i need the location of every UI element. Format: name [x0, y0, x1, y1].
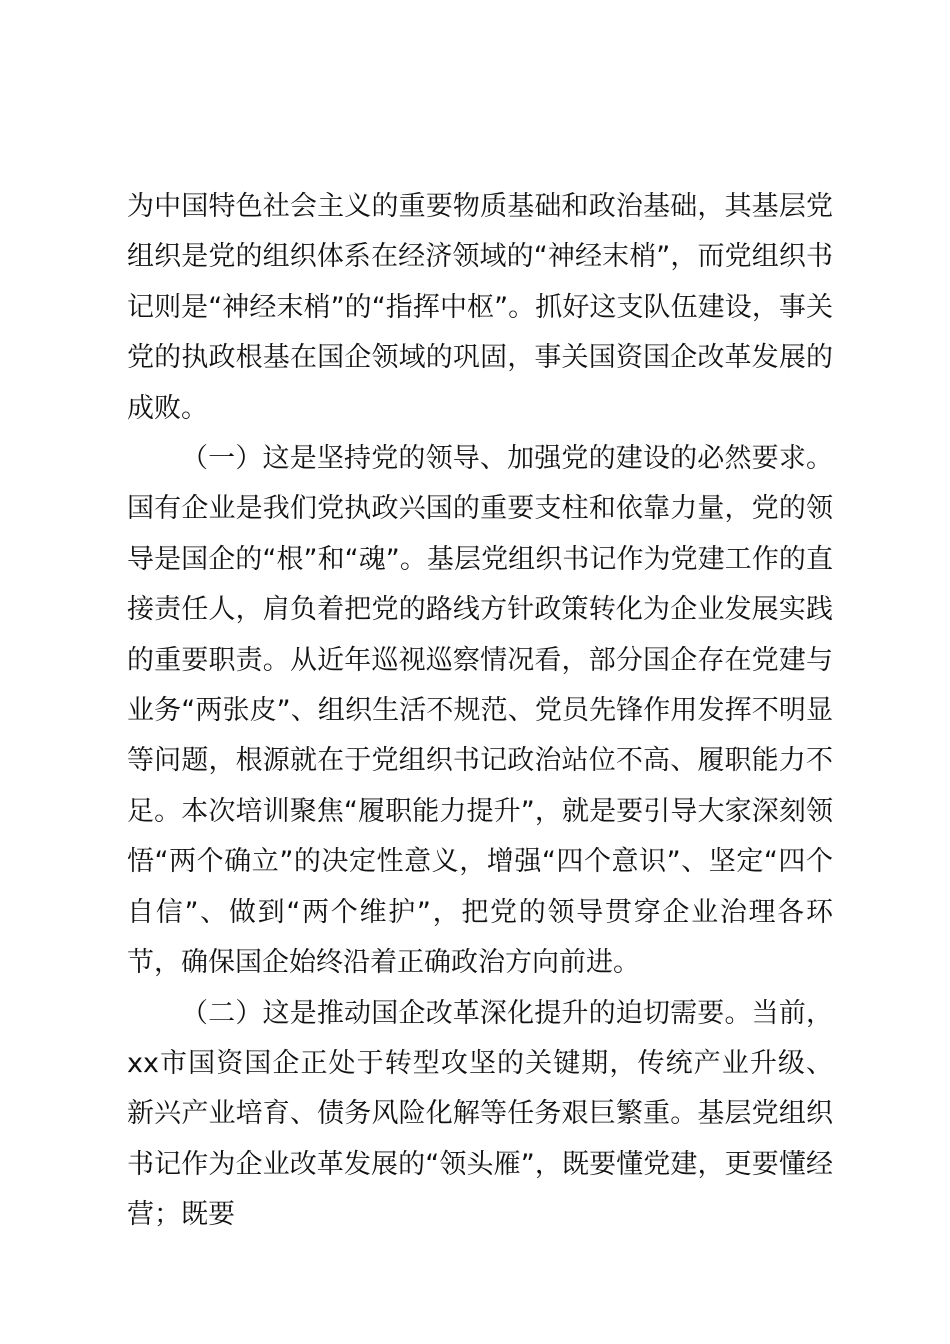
- paragraph-section-one: （一）这是坚持党的领导、加强党的建设的必然要求。国有企业是我们党执政兴国的重要支柱和依靠力量，党的领导是国企的“根”和“魂”。基层党组织书记作为党建工作的直接责任人，肩负着把党的路线方针政策转化为企业发展实践的重要职责。从近年巡视巡察情况看，部分国企存在党建与业务“两张皮”、组织生活不规范、党员先锋作用发挥不明显等问题，根源就在于党组织书记政治站位不高、履职能力不足。本次培训聚焦“履职能力提升”，就是要引导大家深刻领悟“两个确立”的决定性意义，增强“四个意识”、坚定“四个自信”、做到“两个维护”，把党的领导贯穿企业治理各环节，确保国企始终沿着正确政治方向前进。: [127, 443, 833, 979]
- document-body: [127, 182, 833, 1241]
- paragraph-section-two: （二）这是推动国企改革深化提升的迫切需要。当前，xx市国资国企正处于转型攻坚的关键期，传统产业升级、新兴产业培育、债务风险化解等任务艰巨繁重。基层党组织书记作为企业改革发展的“领头雁”，既要懂党建，更要懂经营；既要: [127, 997, 833, 1231]
- paragraph-continuation: 为中国特色社会主义的重要物质基础和政治基础，其基层党组织是党的组织体系在经济领域的“神经末梢”，而党组织书记则是“神经末梢”的“指挥中枢”。抓好这支队伍建设，事关党的执政根基在国企领域的巩固，事关国资国企改革发展的成败。: [127, 191, 833, 424]
